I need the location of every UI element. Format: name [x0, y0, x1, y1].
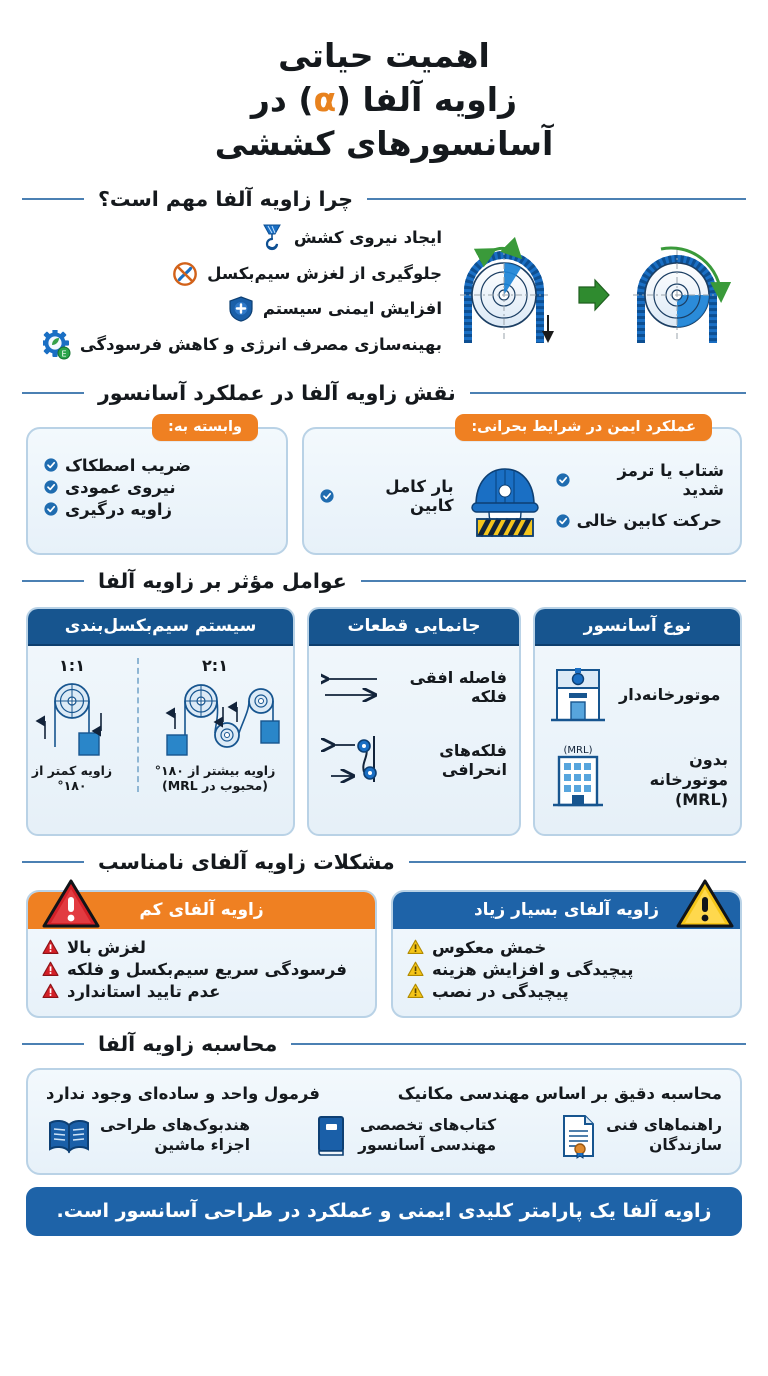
header-rule-right	[22, 198, 84, 200]
safe-operation-list-right	[556, 458, 724, 533]
calc-source-label-line2: اجزاء ماشین	[154, 1135, 251, 1154]
list-item	[42, 982, 361, 1001]
card-elevator-type	[533, 607, 742, 836]
item-label: لغزش بالا	[67, 937, 146, 957]
title-line-3: آسانسورهای کششی	[214, 124, 554, 164]
section-2-body	[26, 418, 742, 555]
calc-source-label-line2: مهندسی آسانسور	[358, 1135, 497, 1154]
gear-energy-icon	[43, 330, 71, 360]
place-label: فلکه‌های انحرافی	[439, 740, 507, 779]
calc-source-label-line1: کتاب‌های تخصصی	[359, 1116, 497, 1135]
header-rule-left	[470, 392, 746, 394]
item-label: فرسودگی سریع سیم‌بکسل و فلکه	[67, 959, 347, 979]
warning-triangle-red-icon	[42, 878, 100, 930]
mrl-badge-text: (MRL)	[563, 744, 593, 756]
section-5-header	[22, 1032, 746, 1056]
section-1-benefit-list	[12, 217, 442, 367]
check-circle-icon	[556, 473, 570, 487]
item-label: زاویه درگیری	[65, 499, 173, 519]
list-item	[42, 960, 361, 979]
type-row	[543, 736, 732, 824]
list-item	[407, 938, 726, 957]
section-2-header	[22, 381, 746, 405]
horizontal-distance-icon	[321, 666, 381, 708]
card-component-placement	[307, 607, 521, 836]
list-item	[320, 477, 454, 515]
check-circle-icon	[44, 480, 58, 494]
list-item	[44, 500, 270, 519]
problem-title: زاویه آلفای کم	[28, 892, 375, 929]
mrl-building-icon	[547, 742, 609, 818]
no-slip-cable-icon	[172, 260, 198, 288]
check-circle-icon	[44, 458, 58, 472]
type-label: موتورخانه‌دار	[619, 684, 721, 704]
header-rule-right	[22, 392, 84, 394]
item-label: بار کامل کابین	[385, 476, 454, 515]
section-4-body	[26, 890, 742, 1018]
calc-source-label-line1: هندبوک‌های طراحی	[100, 1116, 251, 1135]
benefit-item	[12, 295, 442, 323]
place-row	[317, 720, 511, 800]
crane-hook-icon	[259, 223, 285, 253]
item-label: ضریب اصطکاک	[65, 455, 191, 475]
item-label: شتاب یا ترمز شدید	[617, 461, 724, 500]
section-3-body	[26, 607, 742, 836]
roping-caption-line1: زاویه بیشتر از ۱۸۰°	[154, 762, 276, 778]
warning-triangle-red-small-icon	[42, 961, 59, 977]
roping-column-1-to-1	[26, 654, 131, 796]
header-rule-right	[22, 1043, 84, 1045]
benefit-label: افزایش ایمنی سیستم	[262, 299, 442, 319]
sheave-diagram-svg	[442, 217, 742, 367]
calc-source-label	[606, 1116, 722, 1155]
item-label: خمش معکوس	[432, 937, 547, 957]
calc-source-label-line2: سازندگان	[649, 1135, 722, 1154]
warning-triangle-yellow-icon	[676, 878, 734, 930]
machine-room-building-icon	[547, 660, 609, 730]
item-label: نیروی عمودی	[65, 477, 176, 497]
roping-2-1-diagram	[149, 677, 281, 761]
depends-on-box	[26, 418, 288, 555]
calc-statements	[46, 1084, 722, 1103]
roping-1-1-diagram	[26, 677, 127, 761]
card-body	[309, 646, 519, 834]
header-rule-right	[22, 580, 84, 582]
safe-operation-list-left	[320, 474, 454, 518]
closed-book-icon	[312, 1113, 350, 1159]
header-rule-right	[22, 861, 84, 863]
card-roping-system	[26, 607, 295, 836]
section-5-title: محاسبه زاویه آلفا	[98, 1031, 278, 1056]
safe-operation-box	[302, 418, 742, 555]
list-item	[407, 960, 726, 979]
svg-text:E: E	[61, 349, 67, 359]
warning-triangle-yellow-small-icon	[407, 983, 424, 999]
item-label: حرکت کابین خالی	[576, 511, 722, 531]
problem-list	[28, 929, 375, 1016]
calc-source-label-line1: راهنماهای فنی	[606, 1116, 722, 1135]
header-rule-left	[361, 580, 746, 582]
place-label: فاصله افقی فلکه	[409, 667, 507, 706]
card-body	[28, 646, 293, 834]
depends-on-pill: وابسته به:	[152, 414, 258, 441]
header-rule-left	[409, 861, 746, 863]
list-item	[42, 938, 361, 957]
safe-operation-pill: عملکرد ایمن در شرایط بحرانی:	[455, 414, 712, 441]
roping-ratio: ۲:۱	[202, 655, 228, 675]
title-line-1: اهمیت حیاتی	[278, 36, 490, 75]
roping-caption-line2: (محبوب در MRL)	[161, 778, 269, 794]
deflector-sheave-icon	[321, 732, 381, 788]
calc-sources	[46, 1113, 722, 1159]
check-circle-icon	[320, 489, 334, 503]
benefit-label: بهینه‌سازی مصرف انرژی و کاهش فرسودگی	[79, 335, 442, 355]
benefit-item	[12, 223, 442, 253]
page-title	[0, 0, 768, 173]
open-book-icon	[46, 1116, 92, 1156]
section-5-body	[26, 1068, 742, 1175]
warning-triangle-yellow-small-icon	[407, 939, 424, 955]
item-label: عدم تایید استاندارد	[67, 981, 221, 1001]
check-circle-icon	[44, 502, 58, 516]
problem-box-too-small-angle	[26, 890, 377, 1018]
section-2-title: نقش زاویه آلفا در عملکرد آسانسور	[98, 380, 456, 405]
warning-triangle-yellow-small-icon	[407, 961, 424, 977]
safety-helmet-icon	[466, 453, 544, 539]
problem-box-too-large-angle	[391, 890, 742, 1018]
section-1-header	[22, 187, 746, 211]
section-4-header	[22, 850, 746, 874]
calc-source	[312, 1113, 496, 1159]
depends-on-list	[44, 456, 270, 519]
section-1-title: چرا زاویه آلفا مهم است؟	[98, 186, 354, 211]
title-line-2-before: زاویه آلفا (	[335, 80, 518, 120]
roping-caption-line1: زاویه کمتر از ۱۸۰°	[31, 762, 113, 794]
list-item	[407, 982, 726, 1001]
type-label	[619, 750, 728, 810]
item-label: پیچیدگی و افزایش هزینه	[432, 959, 634, 979]
calc-source	[46, 1116, 250, 1156]
section-4-title: مشکلات زاویه آلفای نامناسب	[98, 849, 395, 874]
section-1-body	[26, 217, 742, 367]
title-line-2-after: ) در	[250, 80, 314, 120]
list-item	[556, 461, 724, 499]
item-label: پیچیدگی در نصب	[432, 981, 569, 1001]
place-row	[317, 654, 511, 720]
type-label-line1: بدون موتورخانه (MRL)	[649, 749, 728, 809]
traction-sheave-figure	[442, 217, 742, 367]
roping-divider	[137, 658, 139, 792]
card-title: سیستم سیم‌بکسل‌بندی	[28, 609, 293, 646]
benefit-item	[12, 330, 442, 360]
calc-source	[558, 1113, 722, 1159]
warning-triangle-red-small-icon	[42, 939, 59, 955]
title-line-2	[40, 78, 728, 122]
benefit-label: ایجاد نیروی کشش	[293, 228, 442, 248]
benefit-item	[12, 260, 442, 288]
check-circle-icon	[556, 514, 570, 528]
list-item	[44, 478, 270, 497]
card-body	[535, 646, 740, 834]
calc-statement: محاسبه دقیق بر اساس مهندسی مکانیک	[397, 1083, 722, 1103]
warning-triangle-red-small-icon	[42, 983, 59, 999]
roping-caption	[26, 763, 127, 794]
footer-banner: زاویه آلفا یک پارامتر کلیدی ایمنی و عملکرد در طراحی آسانسور است.	[26, 1187, 742, 1236]
calc-source-label	[100, 1116, 250, 1155]
card-title: نوع آسانسور	[535, 609, 740, 646]
problem-title: زاویه آلفای بسیار زیاد	[393, 892, 740, 929]
calc-source-label	[358, 1116, 496, 1155]
type-row	[543, 654, 732, 736]
header-rule-left	[291, 1043, 746, 1045]
roping-caption	[149, 763, 281, 794]
certificate-icon	[558, 1113, 598, 1159]
title-alpha-symbol: α	[313, 80, 336, 120]
roping-column-2-to-1	[145, 654, 285, 796]
list-item	[556, 511, 724, 530]
shield-plus-icon	[228, 295, 254, 323]
section-3-title: عوامل مؤثر بر زاویه آلفا	[98, 568, 347, 593]
roping-ratio: ۱:۱	[59, 655, 85, 675]
header-rule-left	[367, 198, 746, 200]
problem-list	[393, 929, 740, 1016]
benefit-label: جلوگیری از لغزش سیم‌بکسل	[207, 264, 442, 284]
list-item	[44, 456, 270, 475]
section-3-header	[22, 569, 746, 593]
calc-statement: فرمول واحد و ساده‌ای وجود ندارد	[46, 1083, 320, 1103]
card-title: جانمایی قطعات	[309, 609, 519, 646]
